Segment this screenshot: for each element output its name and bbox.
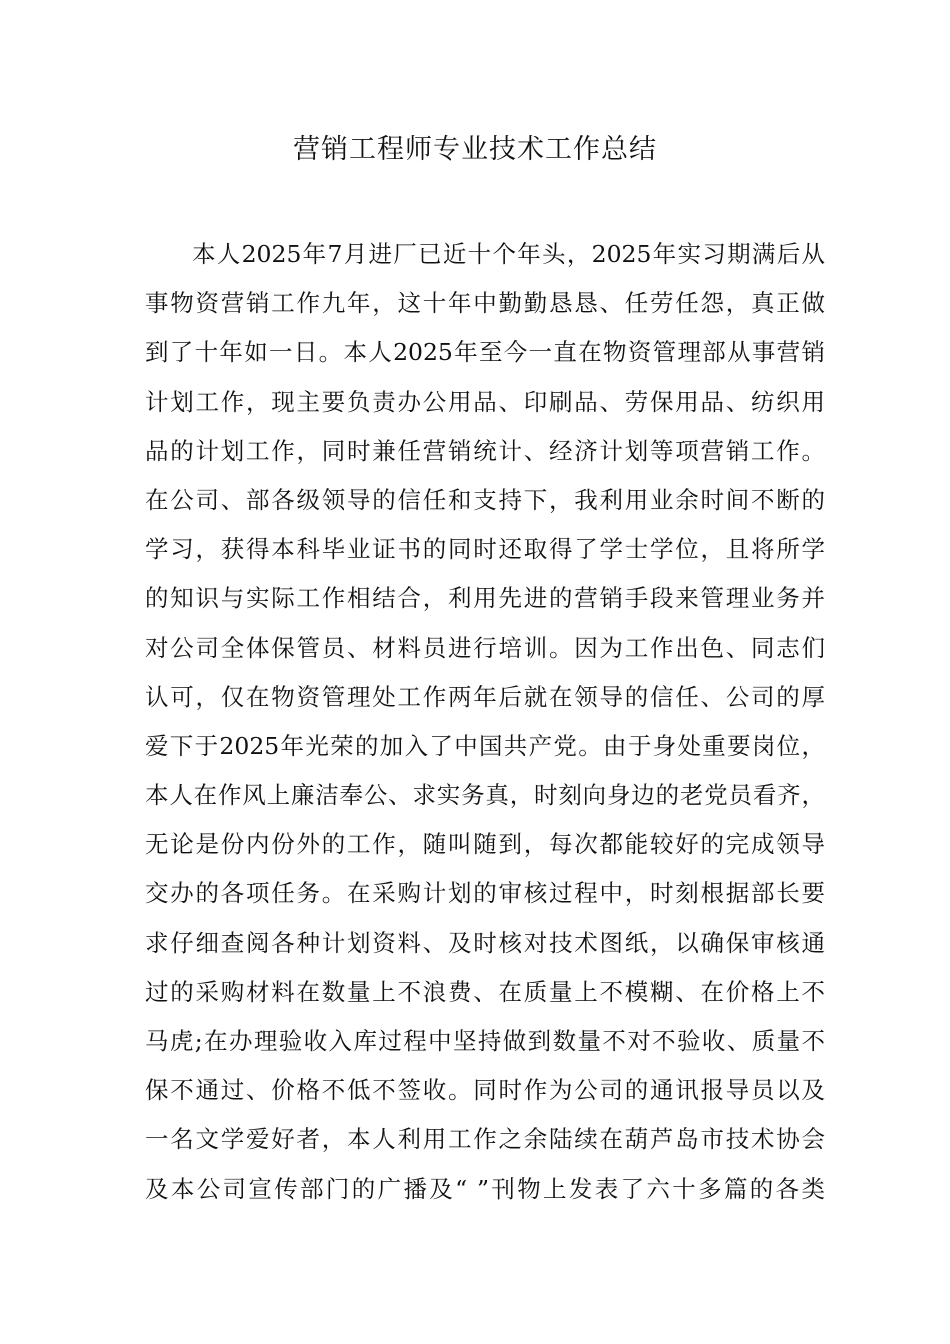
paragraph-line: 品的计划工作，同时兼任营销统计、经济计划等项营销工作。 xyxy=(145,436,825,465)
paragraph-line: 对公司全体保管员、材料员进行培训。因为工作出色、同志们 xyxy=(145,633,825,662)
paragraph-line: 到了十年如一日。本人2025年至今一直在物资管理部从事营销 xyxy=(145,338,825,367)
paragraph-line: 在公司、部各级领导的信任和支持下，我利用业余时间不断的 xyxy=(145,485,825,514)
paragraph-line: 保不通过、价格不低不签收。同时作为公司的通讯报导员以及 xyxy=(145,1076,825,1105)
body-paragraph xyxy=(145,230,825,1214)
paragraph-line: 过的采购材料在数量上不浪费、在质量上不模糊、在价格上不 xyxy=(145,977,825,1006)
paragraph-line: 计划工作，现主要负责办公用品、印刷品、劳保用品、纺织用 xyxy=(145,387,825,416)
paragraph-line: 本人2025年7月进厂已近十个年头，2025年实习期满后从 xyxy=(192,240,825,268)
document-title: 营销工程师专业技术工作总结 xyxy=(293,134,657,165)
paragraph-line: 求仔细查阅各种计划资料、及时核对技术图纸，以确保审核通 xyxy=(145,928,825,957)
paragraph-line: 一名文学爱好者，本人利用工作之余陆续在葫芦岛市技术协会 xyxy=(145,1125,825,1154)
paragraph-line: 的知识与实际工作相结合，利用先进的营销手段来管理业务并 xyxy=(145,584,825,613)
paragraph-line: 认可，仅在物资管理处工作两年后就在领导的信任、公司的厚 xyxy=(145,682,825,711)
paragraph-line: 事物资营销工作九年，这十年中勤勤恳恳、任劳任怨，真正做 xyxy=(145,289,825,318)
paragraph-line: 学习，获得本科毕业证书的同时还取得了学士学位，且将所学 xyxy=(145,535,825,564)
paragraph-line: 本人在作风上廉洁奉公、求实务真，时刻向身边的老党员看齐， xyxy=(145,781,825,810)
paragraph-line: 交办的各项任务。在采购计划的审核过程中，时刻根据部长要 xyxy=(145,879,825,908)
paragraph-line: 马虎;在办理验收入库过程中坚持做到数量不对不验收、质量不 xyxy=(145,1027,825,1055)
paragraph-line: 及本公司宣传部门的广播及“ ”刊物上发表了六十多篇的各类 xyxy=(145,1174,825,1203)
paragraph-line: 无论是份内份外的工作，随叫随到，每次都能较好的完成领导 xyxy=(145,830,825,859)
paragraph-line: 爱下于2025年光荣的加入了中国共产党。由于身处重要岗位， xyxy=(145,731,825,760)
